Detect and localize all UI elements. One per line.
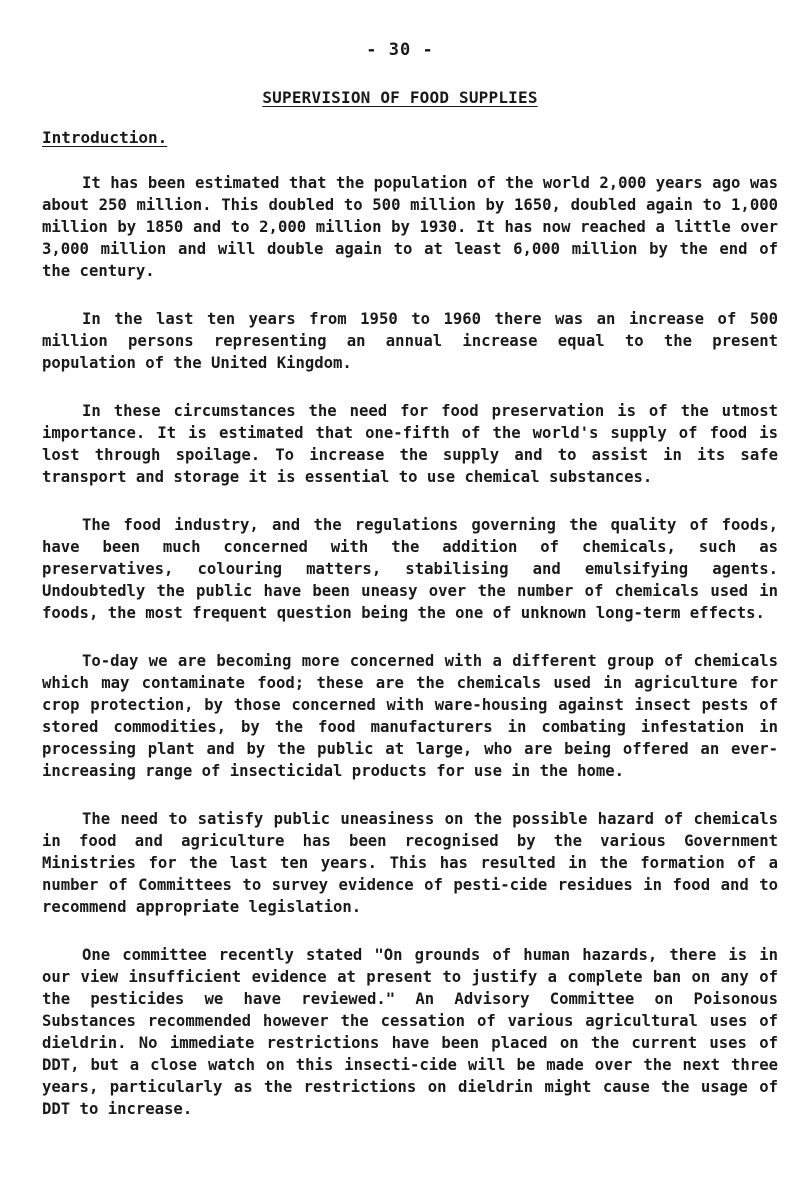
page-title: SUPERVISION OF FOOD SUPPLIES [262,88,538,107]
paragraph-food-preservation: In these circumstances the need for food preservation is of the utmost importance. It is estimated that one-fifth of the world's supply of food is lost through spoilage. To increase the supply and to assist in its safe transport and storage it is essential to use chemical substances. [42,402,778,486]
paragraph-population-increase: In the last ten years from 1950 to 1960 there was an increase of 500 million persons representing an annual increase equal to the present population of the United Kingdom. [42,310,778,372]
page-number: - 30 - [366,40,434,60]
paragraph-committee-statement: One committee recently stated "On grounds of human hazards, there is in our view insufficient evidence at present to justify a complete ban on any of the pesticides we have reviewed." An Advisory Committee on Poisonous Substances recommended however the cessation of various agricultural uses of dieldrin. No immediate restrictions have been placed on the current uses of DDT, but a close watch on this insecti-cide will be made over the next three years, particularly as the restrictions on dieldrin might cause the usage of DDT to increase. [42,946,778,1118]
paragraph-government-committees: The need to satisfy public uneasiness on the possible hazard of chemicals in food and agriculture has been recognised by the various Government Ministries for the last ten years. This has resulted in the formation of a number of Committees to survey evidence of pesti-cide residues in food and to recommend appropriate legislation. [42,810,778,916]
body-text [42,172,778,1146]
paragraph-food-industry: The food industry, and the regulations governing the quality of foods, have been much concerned with the addition of chemicals, such as preservatives, colouring matters, stabilising and emulsifying agents. Undoubtedly the public have been uneasy over the number of chemicals used in foods, the most frequent question being the one of unknown long-term effects. [42,516,778,622]
section-heading: Introduction. [42,128,168,147]
paragraph-contaminating-chemicals: To-day we are becoming more concerned with a different group of chemicals which may contaminate food; these are the chemicals used in agriculture for crop protection, by those concerned with ware-housing against insect pests of stored commodities, by the food manufacturers in combating infestation in processing plant and by the public at large, who are being offered an ever-increasing range of insecticidal products for use in the home. [42,652,778,780]
paragraph-population-growth: It has been estimated that the population of the world 2,000 years ago was about 250 million. This doubled to 500 million by 1650, doubled again to 1,000 million by 1850 and to 2,000 million by 1930. It has now reached a little over 3,000 million and will double again to at least 6,000 million by the end of the century. [42,174,778,280]
